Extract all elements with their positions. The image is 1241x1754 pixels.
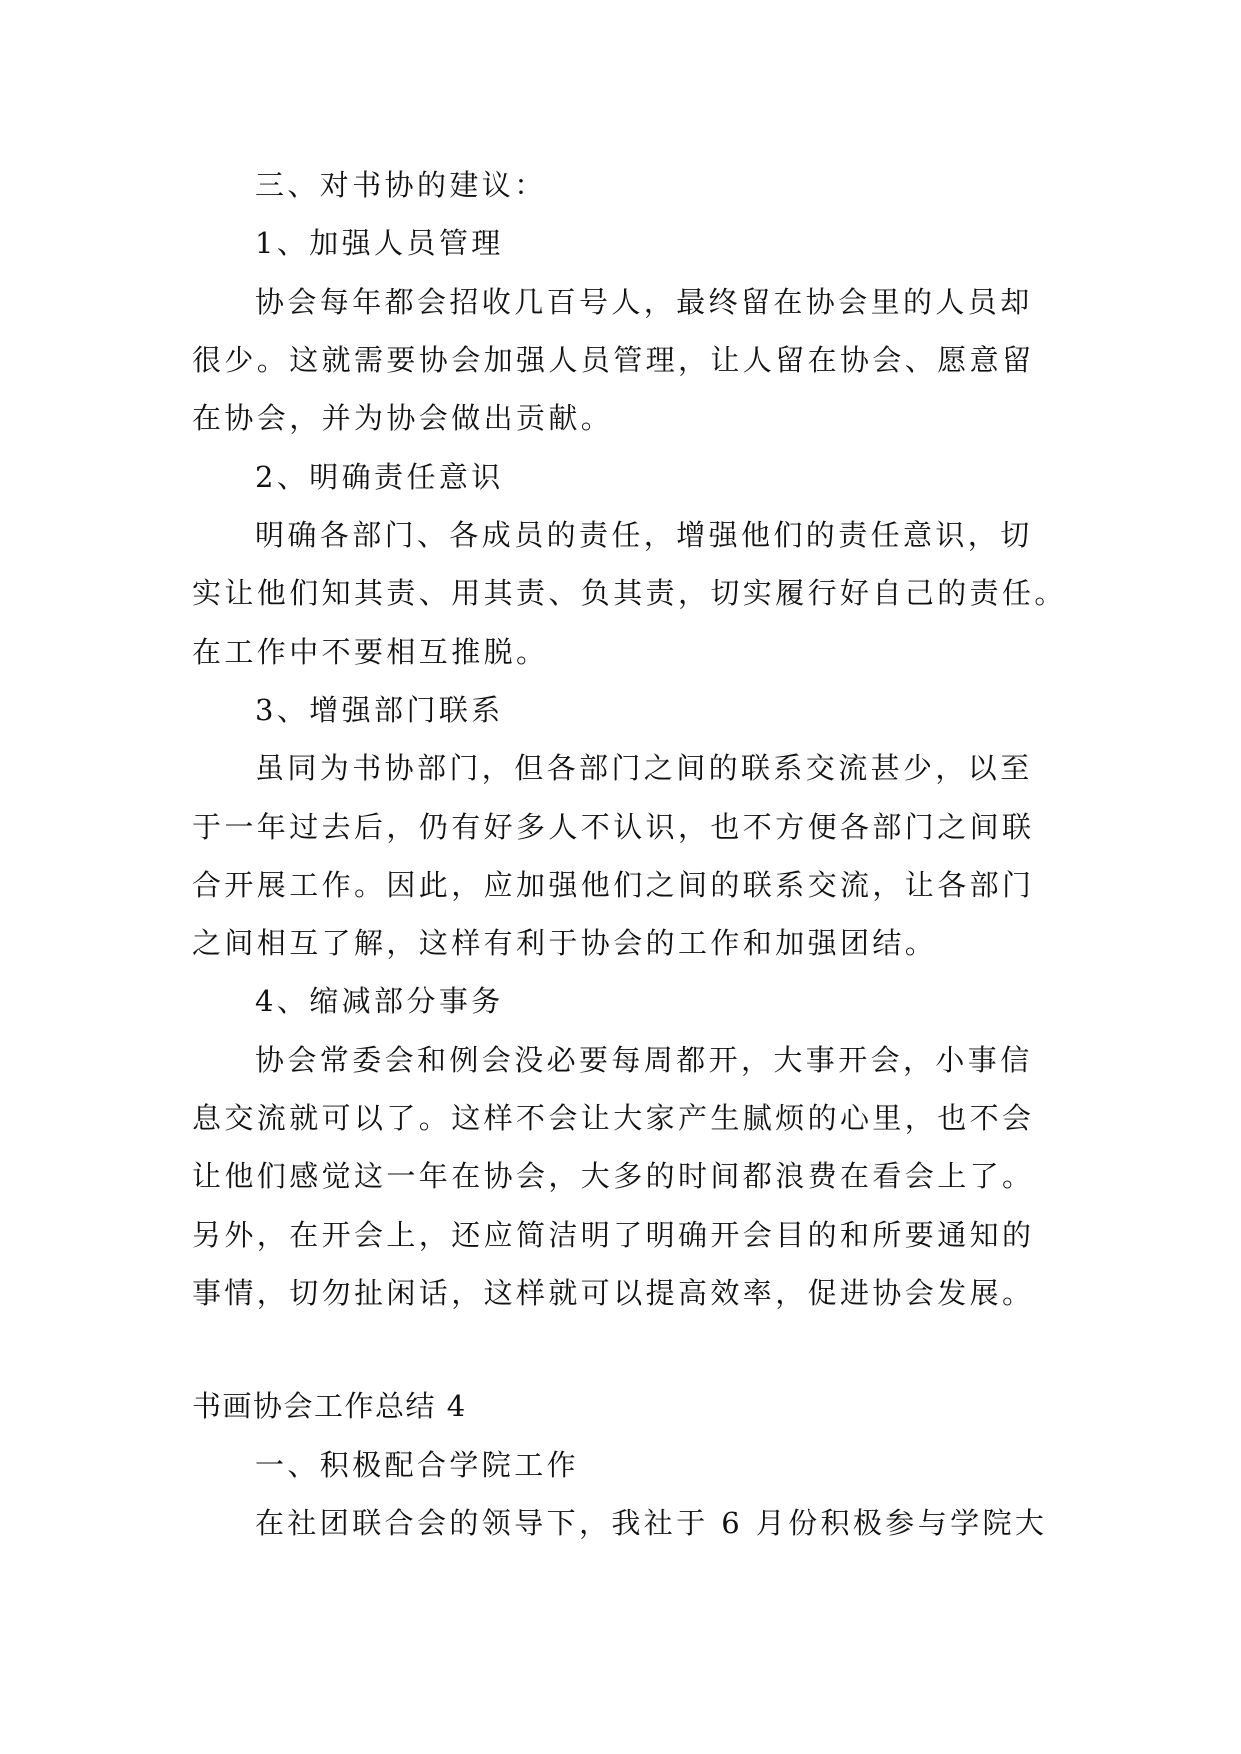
section-heading-suggestions: 三、对书协的建议： — [255, 168, 547, 202]
document-title: 书画协会工作总结 4 — [192, 1389, 467, 1423]
paragraph-line: 之间相互了解，这样有利于协会的工作和加强团结。 — [192, 926, 938, 960]
subheading-responsibility: 2、明确责任意识 — [255, 460, 504, 494]
paragraph-line: 虽同为书协部门，但各部门之间的联系交流甚少，以至 — [255, 751, 1033, 785]
paragraph-line: 于一年过去后，仍有好多人不认识，也不方便各部门之间联 — [192, 810, 1035, 844]
paragraph-line: 很少。这就需要协会加强人员管理，让人留在协会、愿意留 — [192, 343, 1035, 377]
paragraph-line: 事情，切勿扯闲话，这样就可以提高效率，促进协会发展。 — [192, 1276, 1035, 1310]
paragraph-line: 协会常委会和例会没必要每周都开，大事开会，小事信 — [255, 1043, 1033, 1077]
paragraph-line: 明确各部门、各成员的责任，增强他们的责任意识，切 — [255, 518, 1033, 552]
subheading-department-contact: 3、增强部门联系 — [255, 693, 504, 727]
paragraph-line: 在协会，并为协会做出贡献。 — [192, 401, 614, 435]
paragraph-line: 另外，在开会上，还应简洁明了明确开会目的和所要通知的 — [192, 1218, 1035, 1252]
paragraph-line: 协会每年都会招收几百号人，最终留在协会里的人员却 — [255, 285, 1033, 319]
paragraph-line: 合开展工作。因此，应加强他们之间的联系交流，让各部门 — [192, 868, 1035, 902]
paragraph-line: 实让他们知其责、用其责、负其责，切实履行好自己的责任。 — [192, 576, 1067, 610]
paragraph-line: 在工作中不要相互推脱。 — [192, 635, 549, 669]
paragraph-line: 让他们感觉这一年在协会，大多的时间都浪费在看会上了。 — [192, 1159, 1035, 1193]
subheading-staff-management: 1、加强人员管理 — [255, 226, 504, 260]
paragraph-line: 在社团联合会的领导下，我社于 6 月份积极参与学院大 — [255, 1506, 1048, 1540]
section-heading-cooperation: 一、积极配合学院工作 — [255, 1448, 580, 1482]
paragraph-line: 息交流就可以了。这样不会让大家产生腻烦的心里，也不会 — [192, 1101, 1035, 1135]
subheading-reduce-affairs: 4、缩减部分事务 — [255, 984, 504, 1018]
